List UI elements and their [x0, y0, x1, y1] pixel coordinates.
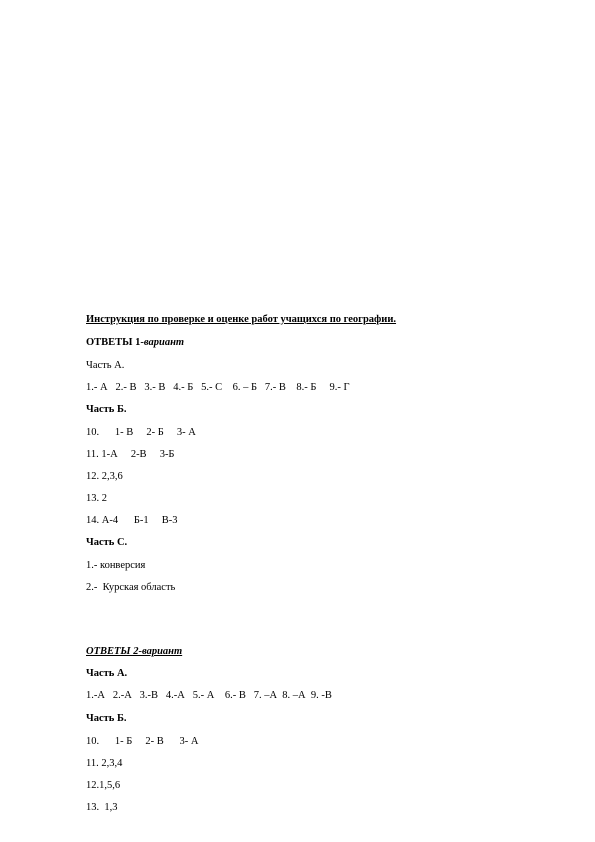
v1-answer-11: 11. 1-А 2-В 3-Б — [86, 449, 175, 460]
variant-1-heading-suffix: вариант — [143, 337, 185, 348]
v2-part-b-label: Часть Б. — [86, 713, 127, 724]
v2-part-a-answers: 1.-А 2.-А 3.-В 4.-А 5.- А 6.- В 7. –А 8. –А 9. -В — [86, 690, 332, 701]
v1-part-a-label: Часть А. — [86, 360, 125, 371]
variant-1-heading — [86, 337, 184, 349]
variant-2-heading: ОТВЕТЫ 2-вариант — [86, 646, 183, 657]
v1-part-b-label: Часть Б. — [86, 404, 127, 415]
v2-answer-13: 13. 1,3 — [86, 802, 118, 813]
v1-answer-10: 10. 1- В 2- Б 3- А — [86, 427, 196, 438]
v1-answer-c1: 1.- конверсия — [86, 560, 146, 571]
document-title: Инструкция по проверке и оценке работ учащихся по географии. — [86, 314, 397, 325]
v2-answer-10: 10. 1- Б 2- В 3- А — [86, 736, 199, 747]
v1-answer-12: 12. 2,3,6 — [86, 471, 123, 482]
v1-part-a-answers: 1.- А 2.- В 3.- В 4.- Б 5.- С 6. – Б 7.- В 8.- Б 9.- Г — [86, 382, 350, 393]
v1-answer-c2: 2.- Курская область — [86, 582, 176, 593]
v2-part-a-label: Часть А. — [86, 668, 128, 679]
v1-part-c-label: Часть С. — [86, 537, 128, 548]
variant-1-heading-main: ОТВЕТЫ 1- — [86, 337, 144, 348]
v2-answer-12: 12.1,5,6 — [86, 780, 121, 791]
v1-answer-13: 13. 2 — [86, 493, 107, 504]
v1-answer-14: 14. А-4 Б-1 В-3 — [86, 515, 178, 526]
v2-answer-11: 11. 2,3,4 — [86, 758, 123, 769]
